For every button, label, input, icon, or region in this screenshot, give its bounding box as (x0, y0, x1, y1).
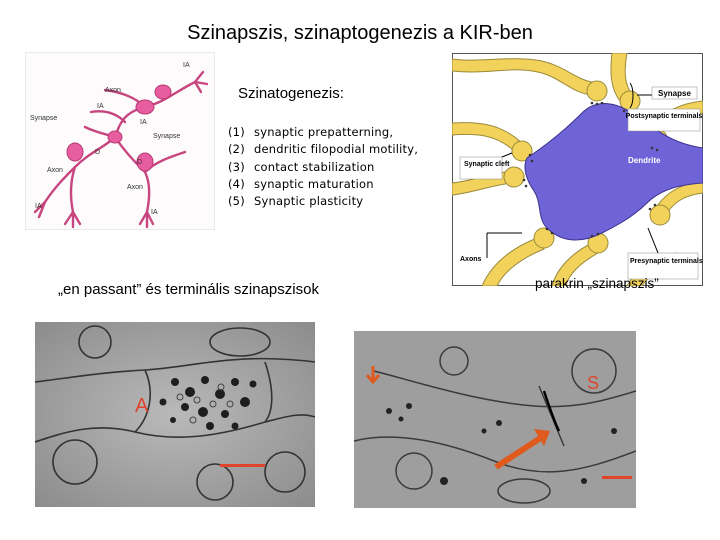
d-mid-label: D (137, 159, 143, 166)
neuron-diagram (25, 52, 215, 230)
dendrite-label: Dendrite (628, 156, 661, 165)
axon-top-label: Axon (105, 87, 121, 94)
step-item: (5) Synaptic plasticity (228, 194, 364, 209)
d-left-label: D (95, 149, 101, 156)
slide-title: Szinapszis, szinaptogenezis a KIR-ben (187, 22, 533, 44)
step-item: (1) synaptic prepatterning, (228, 125, 394, 139)
synaptogenesis-heading: Szinatogenezis: (238, 85, 344, 102)
synapse-schematic (452, 53, 703, 286)
postsynaptic-label: Postsynaptic terminals (625, 113, 703, 120)
axon-left-label: Axon (47, 167, 63, 174)
synapse-left-label: Synapse (30, 115, 58, 122)
ia-bottom-right-label: IA (151, 209, 158, 216)
step-item: (2) dendritic filopodial motility, (228, 142, 419, 157)
electron-micrograph-right (354, 331, 636, 508)
synapse-label: Synapse (658, 89, 691, 98)
step-item: (4) synaptic maturation (228, 176, 374, 191)
synaptic-cleft-label: Synaptic cleft (464, 161, 510, 168)
axon-bottom-label: Axon (127, 184, 143, 191)
step-item: (3) contact stabilization (228, 159, 375, 174)
synapse-right-label: Synapse (153, 133, 181, 140)
presynaptic-label: Presynaptic terminals (630, 258, 703, 265)
electron-micrograph-left (35, 322, 315, 507)
micrograph-right-label: S (587, 373, 600, 393)
axons-label: Axons (460, 256, 482, 263)
ia-right-label: IA (140, 119, 147, 126)
scale-bar (220, 464, 265, 467)
synaptogenesis-steps (228, 124, 418, 210)
left-caption: „en passant” és terminális szinapszisok (58, 281, 319, 298)
micrograph-left-label: A (135, 395, 149, 417)
scale-bar (602, 476, 632, 479)
ia-bottom-left-label: IA (35, 203, 42, 210)
ia-mid-label: IA (97, 103, 104, 110)
ia-top-label: IA (183, 62, 190, 69)
right-caption: parakrin „szinapszis” (535, 276, 659, 291)
